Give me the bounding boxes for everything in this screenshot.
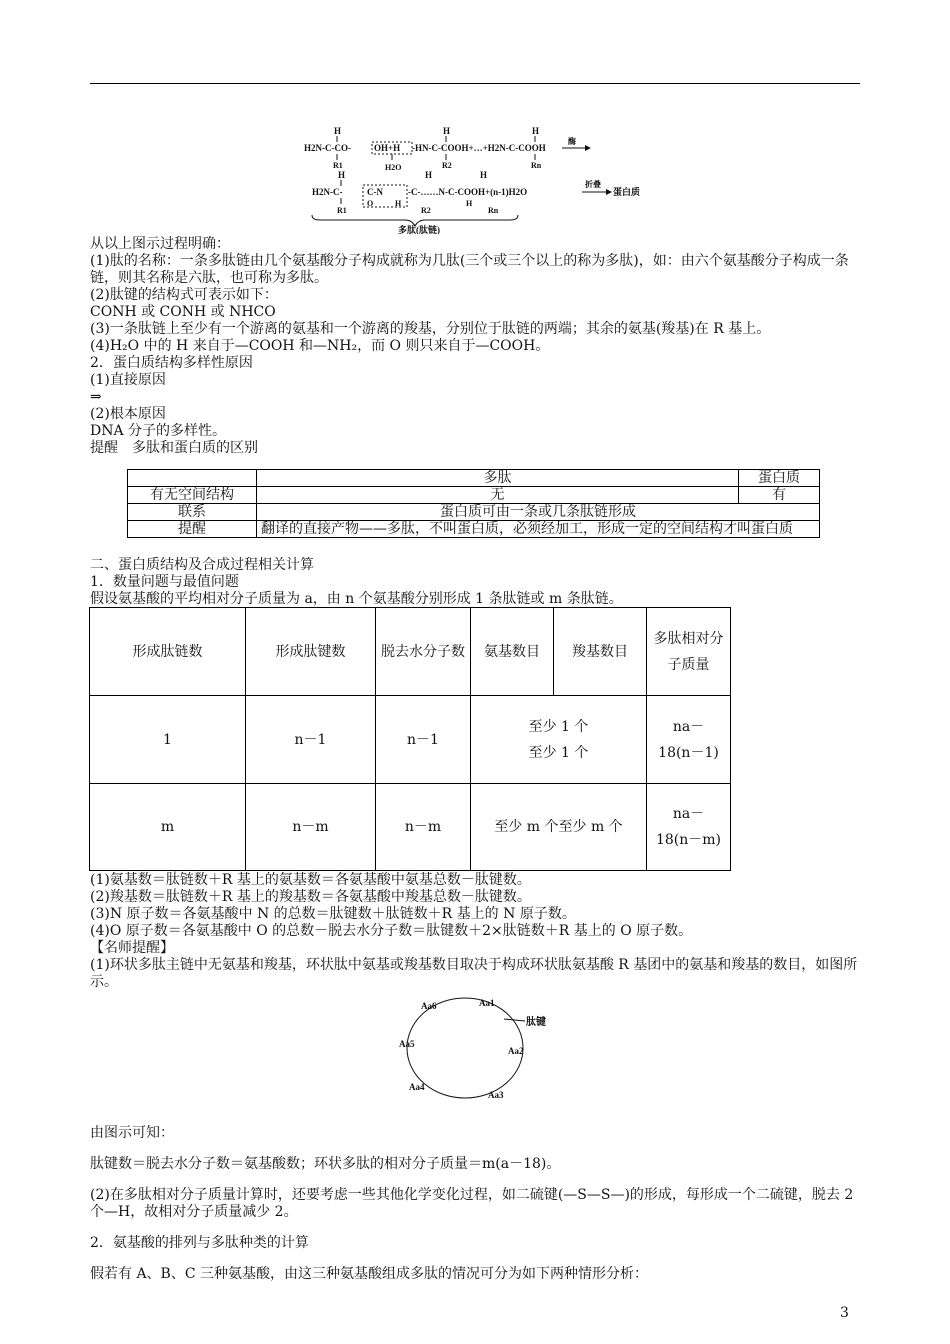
t2-head: 氨基数目 <box>471 608 554 696</box>
para: 【名师提醒】 <box>90 940 174 956</box>
svg-text:H: H <box>425 170 433 180</box>
t1-cell: 联系 <box>128 504 257 521</box>
ring-bond-label: 肽键 <box>526 1017 546 1028</box>
figure-caption: 多肽(肽链) <box>398 225 440 234</box>
row1-r2: R2 <box>442 161 452 170</box>
t1-head-polypeptide: 多肽 <box>257 470 739 487</box>
para: (4)H₂O 中的 H 来自于—COOH 和—NH₂，而 O 则只来自于—COOH。 <box>90 338 550 354</box>
para: 二、蛋白质结构及合成过程相关计算 <box>90 557 314 573</box>
t2-mass-b: 18(n－1) <box>658 744 719 761</box>
t1-cell: 有 <box>739 487 820 504</box>
section2 <box>90 557 860 608</box>
row2-cn: C-N <box>367 187 383 197</box>
t2-amino: 至少 1 个 <box>528 718 589 735</box>
para: 假若有 A、B、C 三种氨基酸，由这三种氨基酸组成多肽的情况可分为如下两种情形分析： <box>90 1266 649 1282</box>
para: (1)环状多肽主链中无氨基和羧基，环状肽中氨基或羧基数目取决于构成环状肽氨基酸 R 基团中的氨基和羧基的数目，如图所示。 <box>90 957 858 990</box>
svg-text:H: H <box>334 126 342 136</box>
row2-r2: R2 <box>421 206 431 215</box>
peptide-formation-figure <box>300 122 650 234</box>
header-rule <box>90 83 860 84</box>
t1-cell: 无 <box>257 487 739 504</box>
t2-cell: n－m <box>246 784 376 871</box>
t1-head-protein: 蛋白质 <box>739 470 820 487</box>
svg-text:H: H <box>532 126 540 136</box>
para: 肽键数＝脱去水分子数＝氨基酸数；环状多肽的相对分子质量＝m(a－18)。 <box>90 1156 561 1172</box>
t2-cell: n－1 <box>376 696 471 784</box>
para: (2)在多肽相对分子质量计算时，还要考虑一些其他化学变化过程，如二硫键(—S—S—)的形成，每形成一个二硫键，脱去 2 个—H，故相对分子质量减少 2。 <box>90 1187 854 1220</box>
ring-aa3: Aa3 <box>488 1090 504 1100</box>
row1-r1: R1 <box>333 161 343 170</box>
t1-cell: 蛋白质可由一条或几条肽链形成 <box>257 504 820 521</box>
para: ⇒ <box>90 389 102 405</box>
t2-cell: 至少 m 个至少 m 个 <box>471 784 647 871</box>
para: (4)O 原子数＝各氨基酸中 O 的总数－脱去水分子数＝肽键数＋2×肽链数＋R 基上的 O 原子数。 <box>90 923 693 939</box>
ring-aa1: Aa1 <box>479 998 495 1008</box>
svg-text:H: H <box>480 170 488 180</box>
para: 从以上图示过程明确： <box>90 236 230 252</box>
row2-fold: 折叠 <box>585 180 601 189</box>
para: 2．蛋白质结构多样性原因 <box>90 355 253 371</box>
t2-mass-a: na－ <box>672 806 705 822</box>
ring-aa5: Aa5 <box>399 1039 415 1049</box>
row2-hh: H <box>466 199 473 208</box>
section1 <box>90 236 860 457</box>
ring-aa2: Aa2 <box>508 1046 524 1056</box>
t2-head: 脱去水分子数 <box>376 608 471 696</box>
ring-aa6: Aa6 <box>421 1001 437 1011</box>
para: 2．氨基酸的排列与多肽种类的计算 <box>90 1235 309 1251</box>
t2-head: 多肽相对分子质量 <box>647 608 731 696</box>
row2-left: H2N-C- <box>312 187 343 197</box>
t2-carboxyl: 至少 1 个 <box>528 744 589 761</box>
t2-head: 形成肽链数 <box>90 608 246 696</box>
para: (1)氨基数＝肽链数＋R 基上的氨基数＝各氨基酸中氨基总数－肽键数。 <box>90 872 531 888</box>
row1-left: H2N-C-CO- <box>304 143 351 153</box>
t2-cell-mass <box>647 784 731 871</box>
para: (2)羧基数＝肽链数＋R 基上的羧基数＝各氨基酸中羧基总数－肽键数。 <box>90 889 531 905</box>
t2-cell: 1 <box>90 696 246 784</box>
t2-mass-a: na－ <box>672 718 705 735</box>
t2-head: 形成肽键数 <box>246 608 376 696</box>
para: 假设氨基酸的平均相对分子质量为 a，由 n 个氨基酸分别形成 1 条肽链或 m 条肽链。 <box>90 591 623 607</box>
t2-cell: n－m <box>376 784 471 871</box>
t2-cell-counts <box>471 696 647 784</box>
para: 由图示可知： <box>90 1125 174 1141</box>
t2-head: 羧基数目 <box>554 608 647 696</box>
row1-h2o: H2O <box>385 163 402 172</box>
t2-cell: m <box>90 784 246 871</box>
section3 <box>90 872 860 991</box>
t1-cell: 有无空间结构 <box>128 487 257 504</box>
para: CONH 或 CONH 或 NHCO <box>90 304 276 320</box>
polypeptide-protein-table <box>127 469 820 538</box>
para: DNA 分子的多样性。 <box>90 423 227 439</box>
t1-cell: 翻译的直接产物——多肽，不叫蛋白质，必须经加工，形成一定的空间结构才叫蛋白质 <box>257 521 820 538</box>
row2-mid: -C-……N-C-COOH+(n-1)H2O <box>408 187 528 197</box>
row2-o: O <box>367 199 374 208</box>
para: (3)一条肽链上至少有一个游离的氨基和一个游离的羧基，分别位于肽链的两端；其余的氨基(羧基)在 R 基上。 <box>90 321 771 337</box>
t2-mass-b: 18(n－m) <box>655 832 722 848</box>
para: (1)直接原因 <box>90 372 166 388</box>
para: 1．数量问题与最值问题 <box>90 574 239 590</box>
cyclic-peptide-figure <box>385 988 565 1108</box>
t2-cell-mass <box>647 696 731 784</box>
row2-protein: 蛋白质 <box>613 187 641 197</box>
row1-oh-h: OH+H <box>374 143 401 153</box>
para: (2)肽键的结构式可表示如下： <box>90 287 278 303</box>
section4 <box>90 1111 860 1297</box>
ring-aa4: Aa4 <box>409 1082 425 1092</box>
t1-cell: 提醒 <box>128 521 257 538</box>
para: (2)根本原因 <box>90 406 166 422</box>
para: (3)N 原子数＝各氨基酸中 N 的总数＝肽键数＋肽链数＋R 基上的 N 原子数。 <box>90 906 576 922</box>
page-number: 3 <box>840 1305 849 1321</box>
row2-rn: Rn <box>488 206 499 215</box>
row1-enzyme: 酶 <box>568 137 576 146</box>
row2-h: H <box>395 199 402 208</box>
para: (1)肽的名称：一条多肽链由几个氨基酸分子构成就称为几肽(三个或三个以上的称为多肽)，如：由六个氨基酸分子构成一条链，则其名称是六肽，也可称为多肽。 <box>90 253 849 286</box>
svg-text:H: H <box>443 126 451 136</box>
row2-r1: R1 <box>337 206 347 215</box>
t1-head-empty <box>128 470 257 487</box>
para: 提醒 多肽和蛋白质的区别 <box>90 440 258 456</box>
t2-cell: n－1 <box>246 696 376 784</box>
calculation-table <box>89 607 731 871</box>
svg-text:H: H <box>338 170 346 180</box>
row1-rn: Rn <box>531 161 542 170</box>
row1-rest: -HN-C-COOH+…+H2N-C-COOH <box>412 143 546 153</box>
